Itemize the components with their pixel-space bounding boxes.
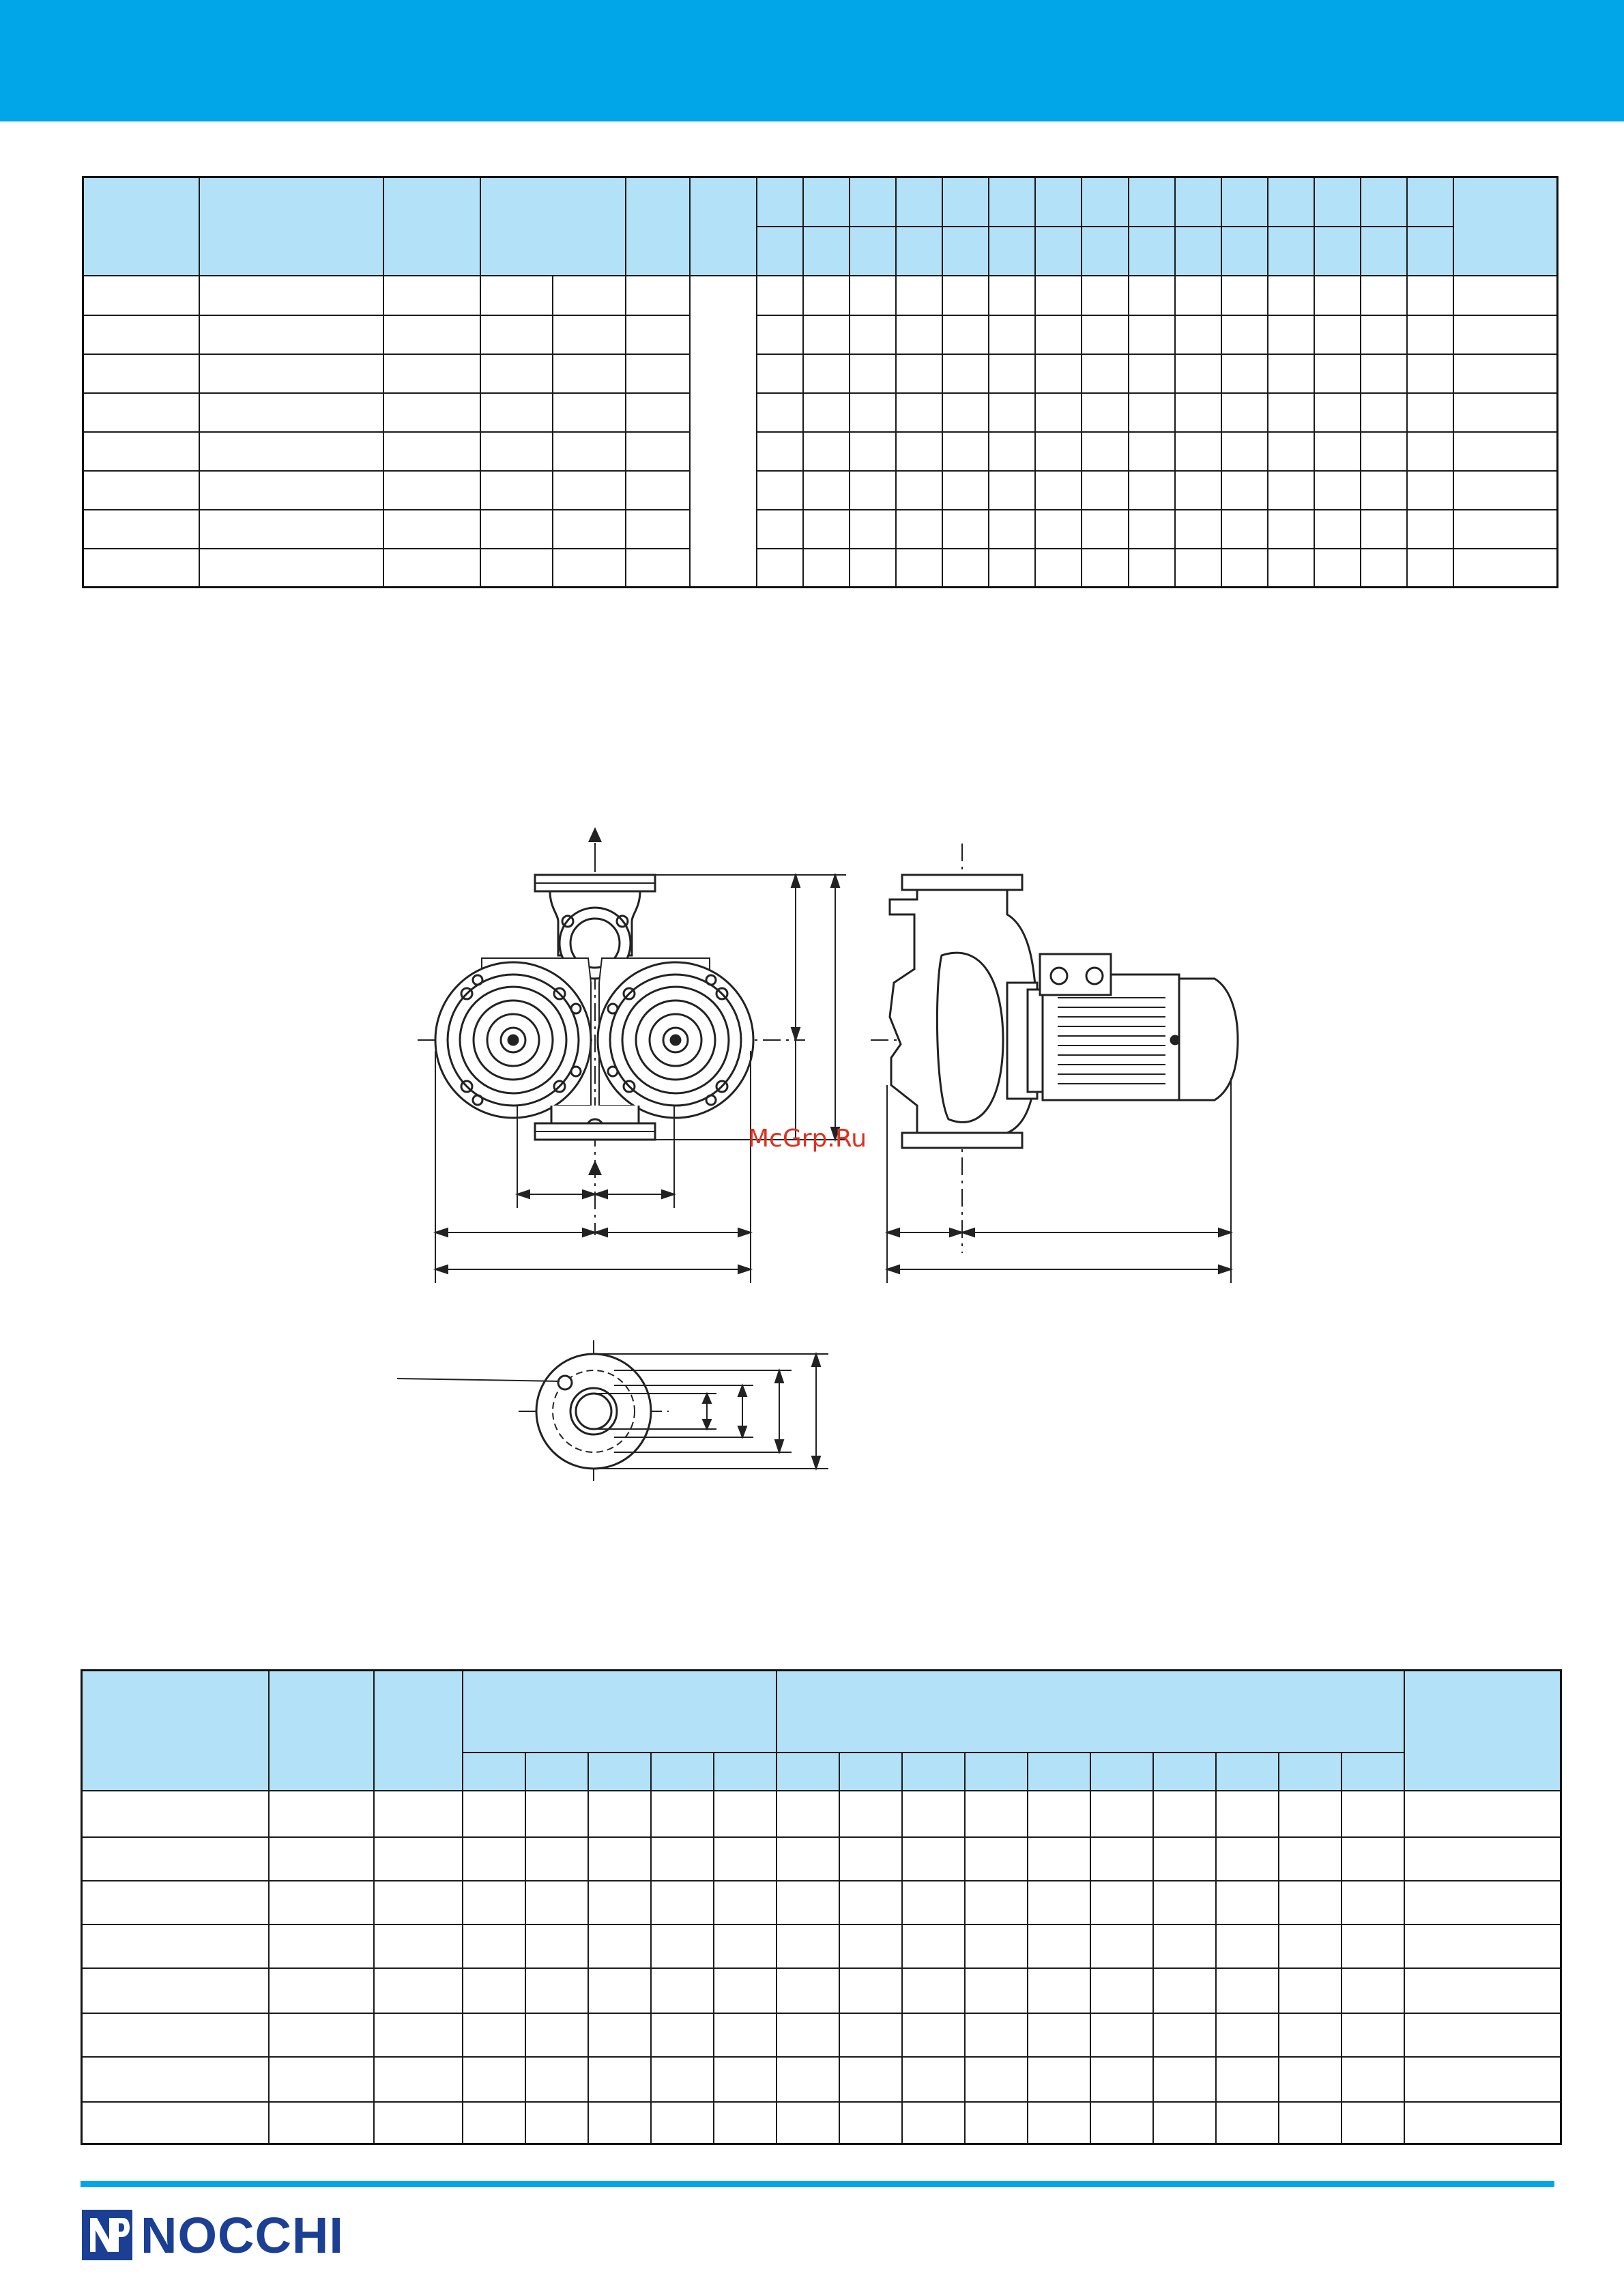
table-row (83, 276, 1558, 315)
watermark-text: McGrp.Ru (748, 1125, 867, 1153)
table-row (82, 2102, 1561, 2144)
table-row (82, 1924, 1561, 1968)
table-row (83, 471, 1558, 510)
side-view (871, 844, 1238, 1283)
table-row (83, 510, 1558, 549)
table-row (82, 1837, 1561, 1881)
table-row (83, 393, 1558, 432)
table-row (83, 549, 1558, 588)
np-logo-icon (82, 2210, 132, 2260)
flange-detail (397, 1340, 828, 1481)
brand-name: NOCCHI (141, 2207, 344, 2264)
footer-rule (81, 2181, 1554, 2187)
data-table-bottom (81, 1669, 1562, 2145)
table-row (83, 432, 1558, 471)
table-row (82, 2057, 1561, 2102)
table-row (82, 1968, 1561, 2013)
data-table-top (82, 176, 1558, 588)
front-view (418, 827, 846, 1283)
table-row (83, 354, 1558, 393)
table-row (82, 1881, 1561, 1924)
header-bar (0, 0, 1624, 121)
table-row (82, 2013, 1561, 2057)
table-row (83, 315, 1558, 354)
table-row (82, 1791, 1561, 1837)
